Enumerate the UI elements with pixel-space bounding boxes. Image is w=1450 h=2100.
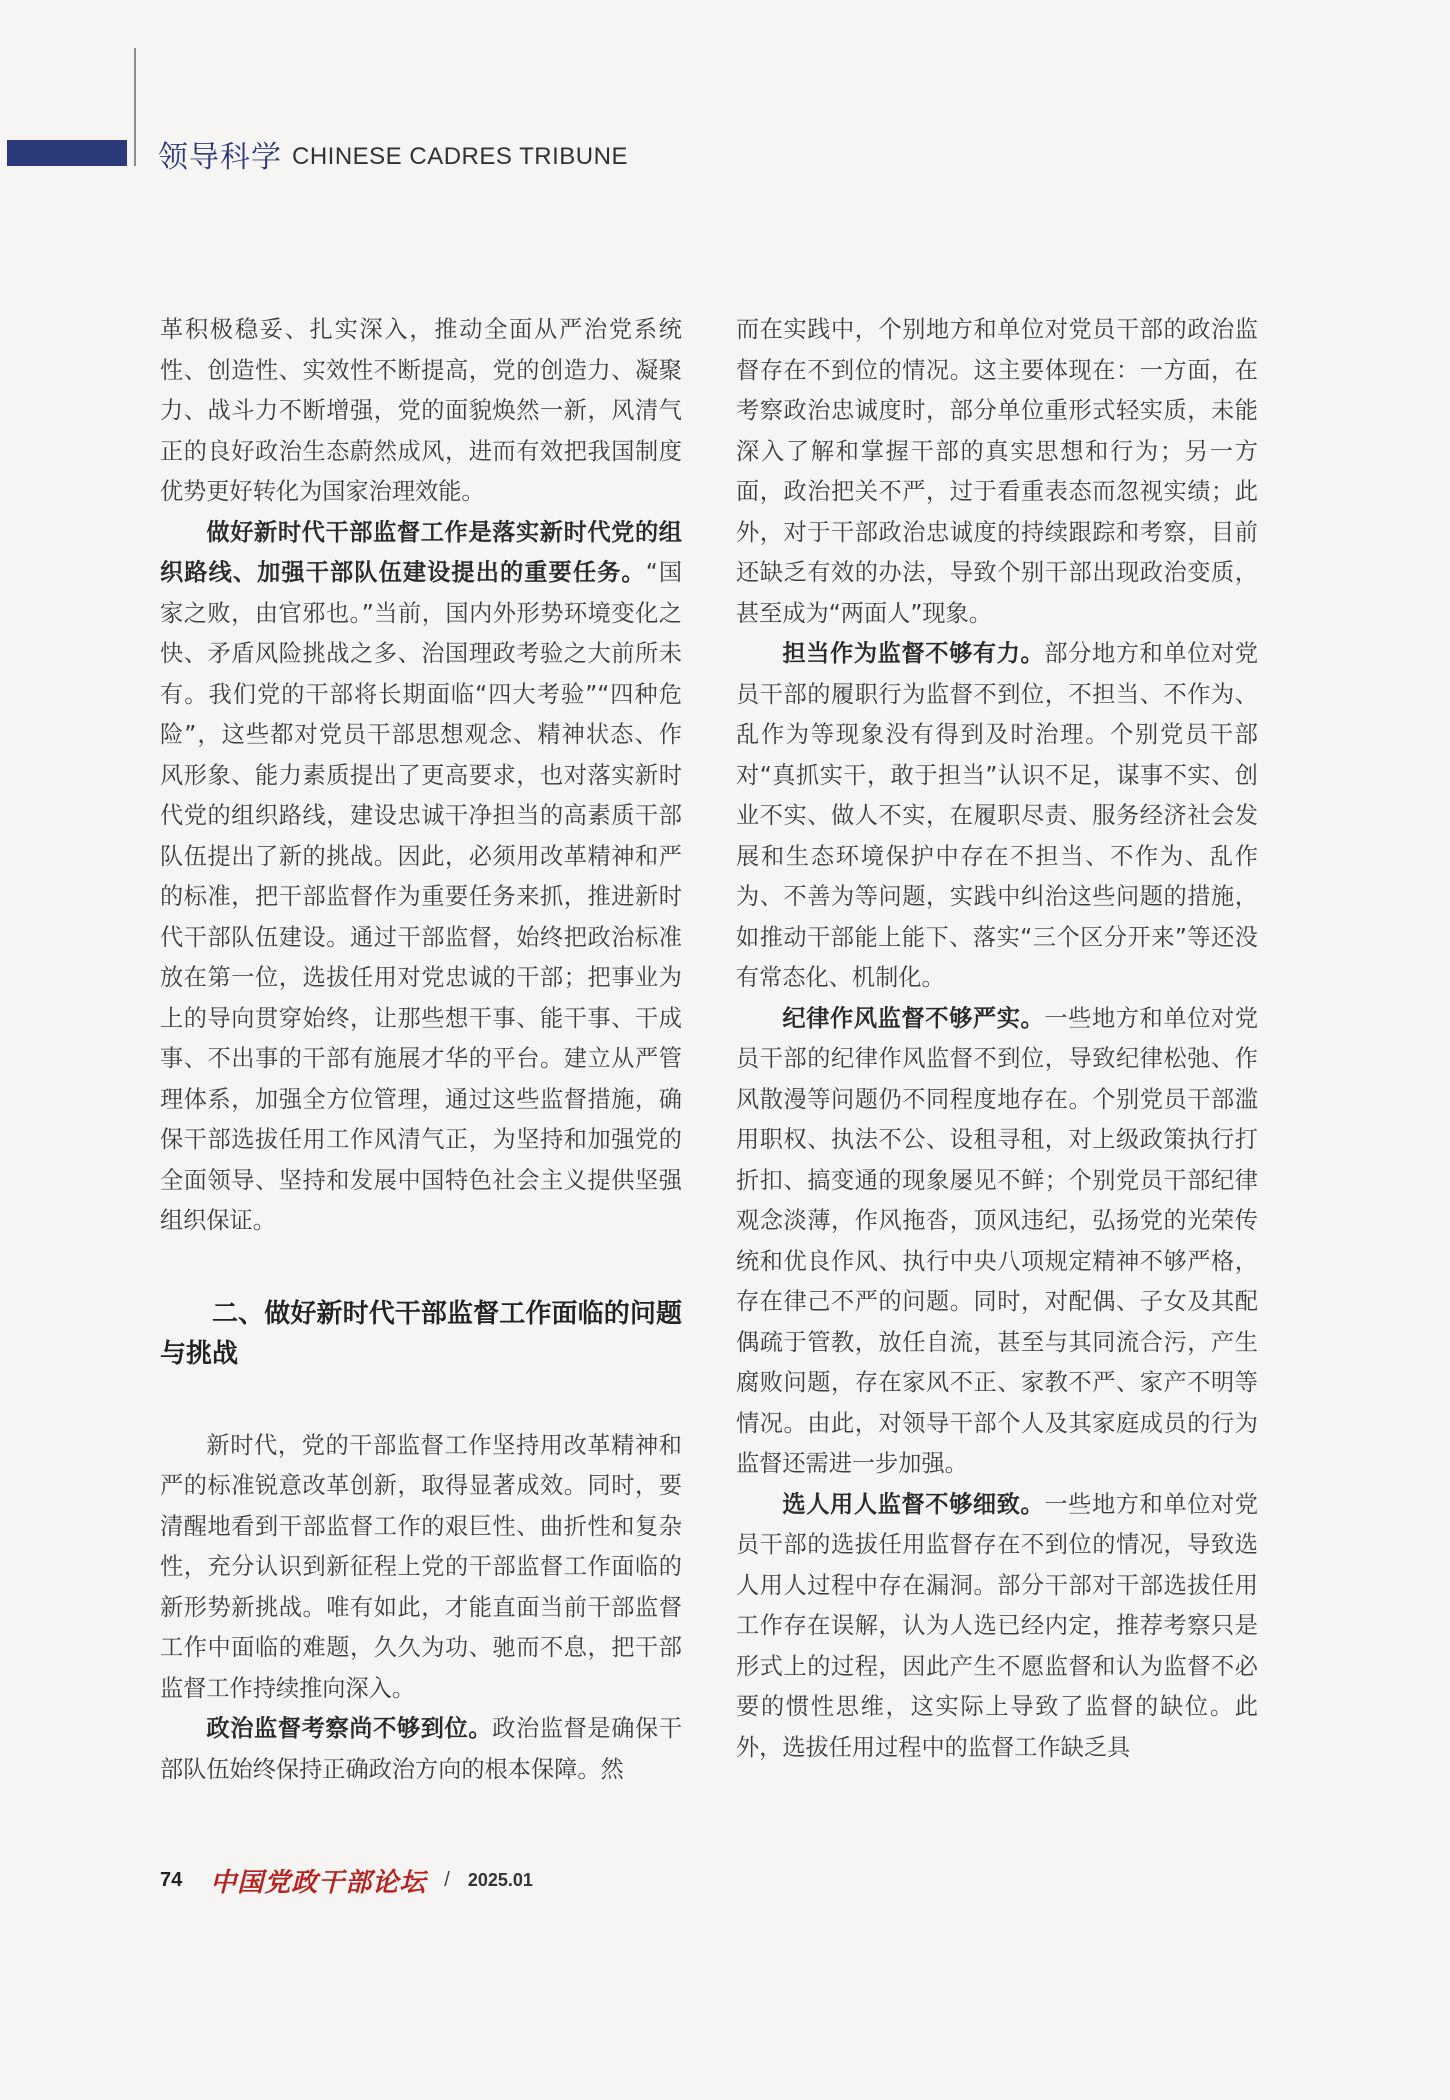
paragraph bbox=[160, 1709, 682, 1790]
bold-lead: 担当作为监督不够有力。 bbox=[782, 640, 1045, 667]
bold-lead: 政治监督考察尚不够到位。 bbox=[206, 1715, 493, 1742]
paragraph: 新时代，党的干部监督工作坚持用改革精神和严的标准锐意改革创新，取得显著成效。同时，要清醒地看到干部监督工作的艰巨性、曲折性和复杂性，充分认识到新征程上党的干部监督工作面临的新形势新挑战。唯有如此，才能直面当前干部监督工作中面临的难题，久久为功、驰而不息，把干部监督工作持续推向深入。 bbox=[160, 1431, 682, 1702]
paragraph-text: 一些地方和单位对党员干部的纪律作风监督不到位，导致纪律松弛、作风散漫等问题仍不同程度地存在。个别党员干部滥用职权、执法不公、设租寻租，对上级政策执行打折扣、搞变通的现象屡见不鲜；个别党员干部纪律观念淡薄，作风拖沓，顶风违纪，弘扬党的光荣传统和优良作风、执行中央八项规定精神不够严格，存在律己不严的问题。同时，对配偶、子女及其配偶疏于管教，放任自流，甚至与其同流合污，产生腐败问题，存在家风不正、家教不严、家产不明等情况。由此，对领导干部个人及其家庭成员的行为监督还需进一步加强。 bbox=[736, 1004, 1259, 1477]
paragraph-text: 政治监督是确保干部队伍始终保持正确政治方向的根本保障。然 bbox=[160, 1715, 683, 1783]
paragraph: 而在实践中，个别地方和单位对党员干部的政治监督存在不到位的情况。这主要体现在：一方面，在考察政治忠诚度时，部分单位重形式轻实质，未能深入了解和掌握干部的真实思想和行为；另一方面，政治把关不严，过于看重表态而忽视实绩；此外，对于干部政治忠诚度的持续跟踪和考察，目前还缺乏有效的办法，导致个别干部出现政治变质，甚至成为“两面人”现象。 bbox=[736, 316, 1258, 627]
paragraph: 革积极稳妥、扎实深入，推动全面从严治党系统性、创造性、实效性不断提高，党的创造力、凝聚力、战斗力不断增强，党的面貌焕然一新，风清气正的良好政治生态蔚然成风，进而有效把我国制度优势更好转化为国家治理效能。 bbox=[160, 316, 682, 505]
magazine-logo: 中国党政干部论坛 bbox=[210, 1867, 427, 1898]
page-footer bbox=[160, 1862, 533, 1898]
bold-lead: 纪律作风监督不够严实。 bbox=[782, 1004, 1045, 1032]
column-name-english: CHINESE CADRES TRIBUNE bbox=[292, 143, 628, 170]
column-name: 领导科学 bbox=[158, 140, 282, 175]
paragraph bbox=[160, 513, 682, 1242]
paragraph-text: 部分地方和单位对党员干部的履职行为监督不到位，不担当、不作为、乱作为等现象没有得到及时治理。个别党员干部对“真抓实干，敢于担当”认识不足，谋事不实、创业不实、做人不实，在履职尽责、服务经济社会发展和生态环境保护中存在不担当、不作为、乱作为、不善为等问题，实践中纠治这些问题的措施，如推动干部能上能下、落实“三个区分开来”等还没有常态化、机制化。 bbox=[736, 640, 1259, 991]
paragraph-text: 一些地方和单位对党员干部的选拔任用监督存在不到位的情况，导致选人用人过程中存在漏洞。部分干部对干部选拔任用工作存在误解，认为人选已经内定，推荐考察只是形式上的过程，因此产生不愿监督和认为监督不必要的惯性思维，这实际上导致了监督的缺位。此外，选拔任用过程中的监督工作缺乏具 bbox=[736, 1490, 1259, 1761]
issue-date: 2025.01 bbox=[467, 1869, 533, 1890]
bold-lead: 选人用人监督不够细致。 bbox=[782, 1490, 1045, 1518]
paragraph bbox=[736, 1485, 1258, 1769]
header-color-bar bbox=[7, 140, 127, 166]
right-column bbox=[736, 310, 1258, 1768]
paragraph bbox=[736, 999, 1258, 1485]
paragraph-text: “国家之败，由官邪也。”当前，国内外形势环境变化之快、矛盾风险挑战之多、治国理政考验之大前所未有。我们党的干部将长期面临“四大考验”“四种危险”，这些都对党员干部思想观念、精神状态、作风形象、能力素质提出了更高要求，也对落实新时代党的组织路线，建设忠诚干净担当的高素质干部队伍提出了新的挑战。因此，必须用改革精神和严的标准，把干部监督作为重要任务来抓，推进新时代干部队伍建设。通过干部监督，始终把政治标准放在第一位，选拔任用对党忠诚的干部；把事业为上的导向贯穿始终，让那些想干事、能干事、干成事、不出事的干部有施展才华的平台。建立从严管理体系，加强全方位管理，通过这些监督措施，确保干部选拔任用工作风清气正，为坚持和加强党的全面领导、坚持和发展中国特色社会主义提供坚强组织保证。 bbox=[160, 559, 683, 1234]
footer-separator: / bbox=[444, 1868, 450, 1891]
header-divider-line bbox=[134, 48, 136, 166]
bold-lead: 做好新时代干部监督工作是落实新时代党的组织路线、加强干部队伍建设提出的重要任务。 bbox=[160, 518, 682, 586]
page-number: 74 bbox=[160, 1868, 183, 1891]
left-column bbox=[160, 310, 682, 1790]
section-heading: 二、做好新时代干部监督工作面临的问题与挑战 bbox=[160, 1298, 682, 1369]
paragraph bbox=[736, 634, 1258, 999]
